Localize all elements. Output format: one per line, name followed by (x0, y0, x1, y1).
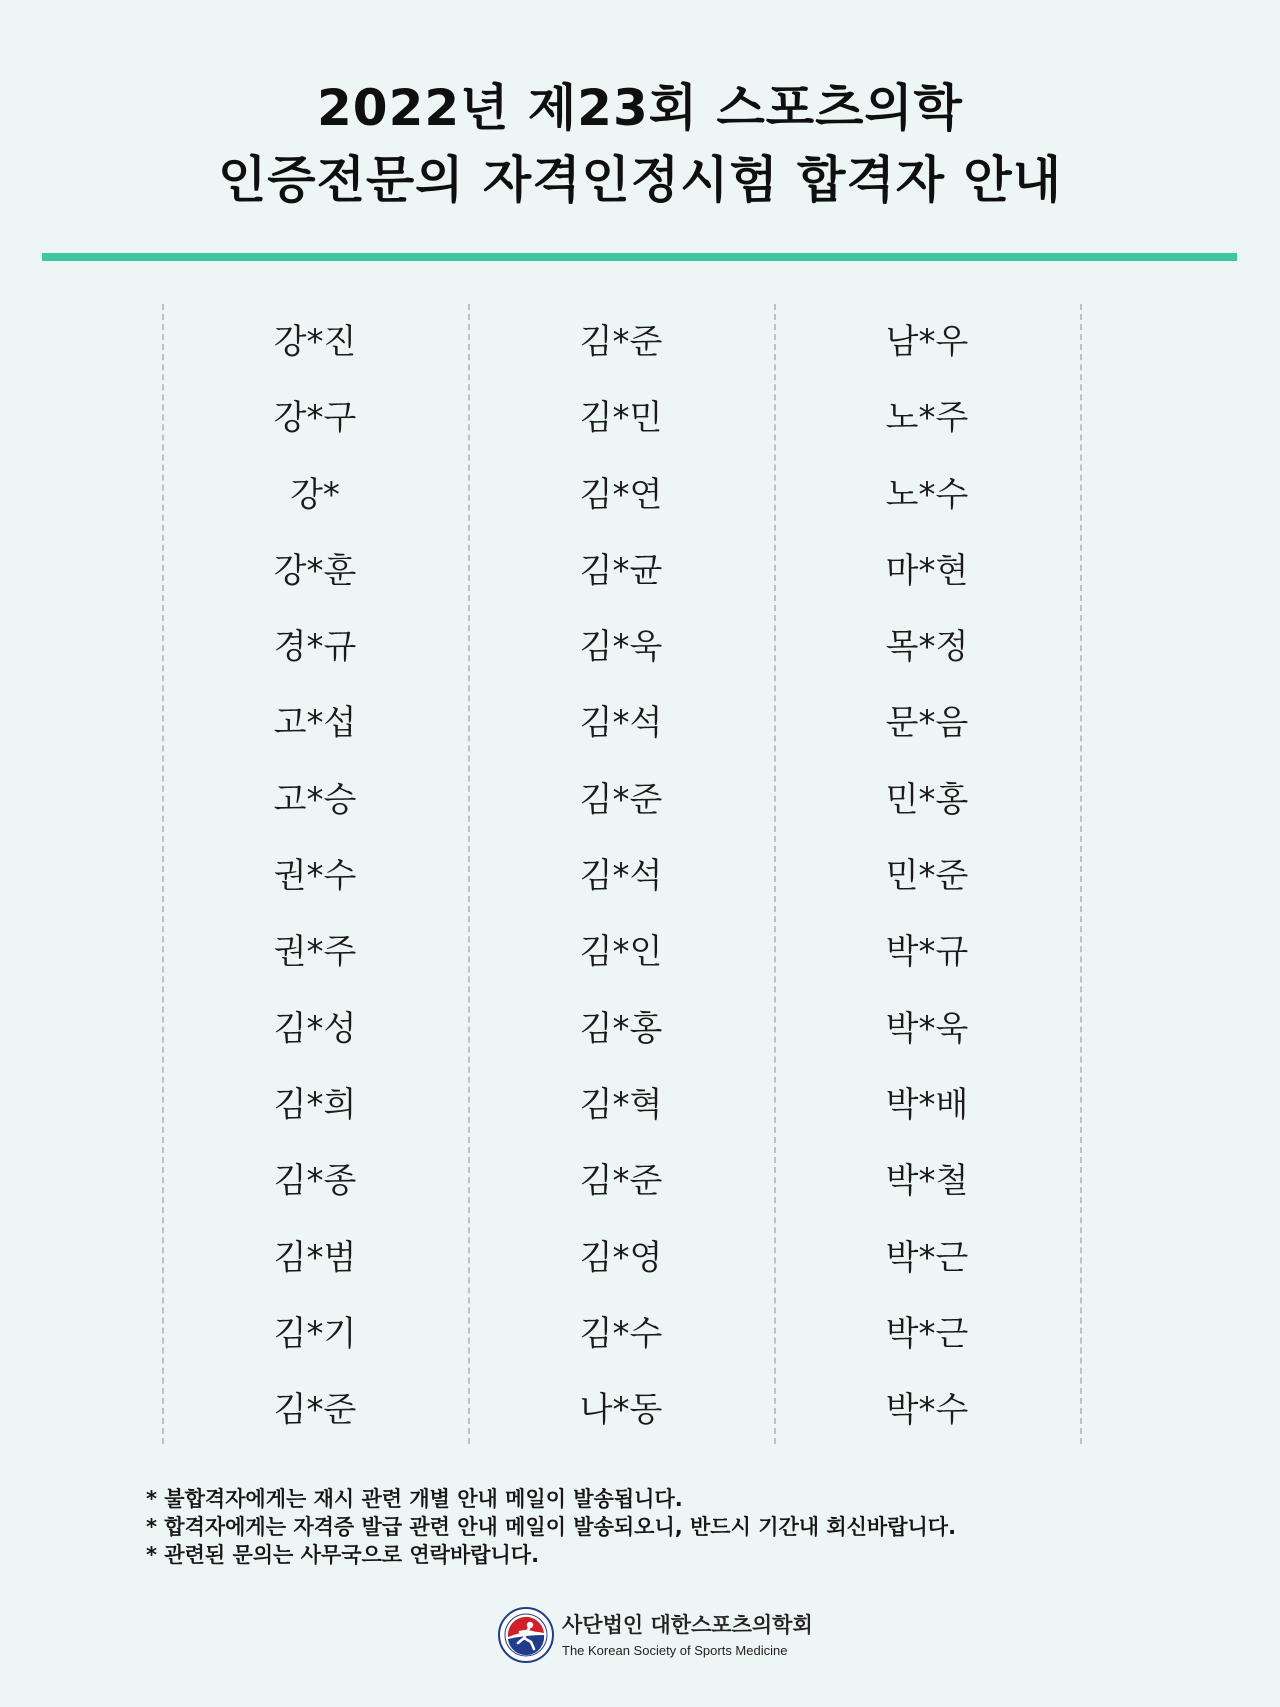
passer-name: 박*근 (885, 1237, 969, 1278)
passer-name: 김*홍 (579, 1008, 663, 1049)
column-divider (1080, 304, 1082, 1444)
passer-name: 김*성 (273, 1008, 357, 1049)
passer-name-table (162, 304, 1080, 1444)
passer-name: 박*규 (885, 932, 969, 973)
passer-name: 김*범 (273, 1237, 357, 1278)
passer-name: 고*승 (273, 779, 357, 820)
accent-divider (42, 253, 1237, 261)
passer-name: 김*준 (579, 1161, 663, 1202)
passer-name: 민*홍 (885, 779, 969, 820)
passer-name: 강*구 (273, 398, 357, 439)
passer-name: 박*철 (885, 1161, 969, 1202)
passer-name: 박*근 (885, 1313, 969, 1354)
name-column-1 (162, 304, 468, 1448)
passer-name: 김*욱 (579, 627, 663, 668)
passer-name: 김*희 (273, 1084, 357, 1125)
passer-name: 김*민 (579, 398, 663, 439)
passer-name: 경*규 (273, 627, 357, 668)
passer-name: 나*동 (579, 1390, 663, 1431)
notice-item: * 관련된 문의는 사무국으로 연락바랍니다. (146, 1543, 540, 1567)
passer-name: 강*훈 (273, 550, 357, 591)
passer-name: 권*수 (273, 856, 357, 897)
passer-name: 김*준 (579, 322, 663, 362)
passer-name: 김*준 (273, 1390, 357, 1431)
passer-name: 민*준 (885, 856, 969, 897)
title-line-1: 2022년 제23회 스포츠의학 (317, 79, 963, 137)
passer-name: 박*수 (885, 1390, 969, 1431)
name-column-3 (774, 304, 1080, 1448)
passer-name: 목*정 (885, 627, 969, 668)
passer-name: 강*진 (273, 322, 357, 362)
passer-name: 김*종 (273, 1161, 357, 1202)
passer-name: 김*균 (579, 550, 663, 591)
passer-name: 김*혁 (579, 1084, 663, 1125)
notice-item: * 불합격자에게는 재시 관련 개별 안내 메일이 발송됩니다. (146, 1487, 683, 1511)
passer-name: 남*우 (885, 322, 969, 362)
passer-name: 김*석 (579, 703, 663, 744)
organization-name-korean: 사단법인 대한스포츠의학회 (562, 1613, 813, 1637)
passer-name: 노*수 (885, 474, 969, 515)
name-column-2 (468, 304, 774, 1448)
passer-name: 마*현 (885, 550, 969, 591)
page-title (0, 72, 1280, 216)
organization-footer (498, 1605, 813, 1673)
passer-name: 김*수 (579, 1313, 663, 1354)
passer-name: 박*욱 (885, 1008, 969, 1049)
passer-name: 권*주 (273, 932, 357, 973)
passer-name: 박*배 (885, 1084, 969, 1125)
passer-name: 김*영 (579, 1237, 663, 1278)
passer-name: 김*석 (579, 856, 663, 897)
notice-item: * 합격자에게는 자격증 발급 관련 안내 메일이 발송되오니, 반드시 기간내 회신바랍니다. (146, 1515, 957, 1539)
passer-name: 고*섭 (273, 703, 357, 744)
passer-name: 김*기 (273, 1313, 357, 1354)
organization-name-english: The Korean Society of Sports Medicine (562, 1643, 788, 1658)
society-emblem-icon (498, 1607, 554, 1663)
passer-name: 강* (290, 474, 340, 515)
passer-name: 김*인 (579, 932, 663, 973)
passer-name: 노*주 (885, 398, 969, 439)
notice-list (146, 1485, 956, 1569)
passer-name: 김*연 (579, 474, 663, 515)
passer-name: 문*음 (885, 703, 969, 744)
title-line-2: 인증전문의 자격인정시험 합격자 안내 (217, 151, 1063, 209)
passer-name: 김*준 (579, 779, 663, 820)
